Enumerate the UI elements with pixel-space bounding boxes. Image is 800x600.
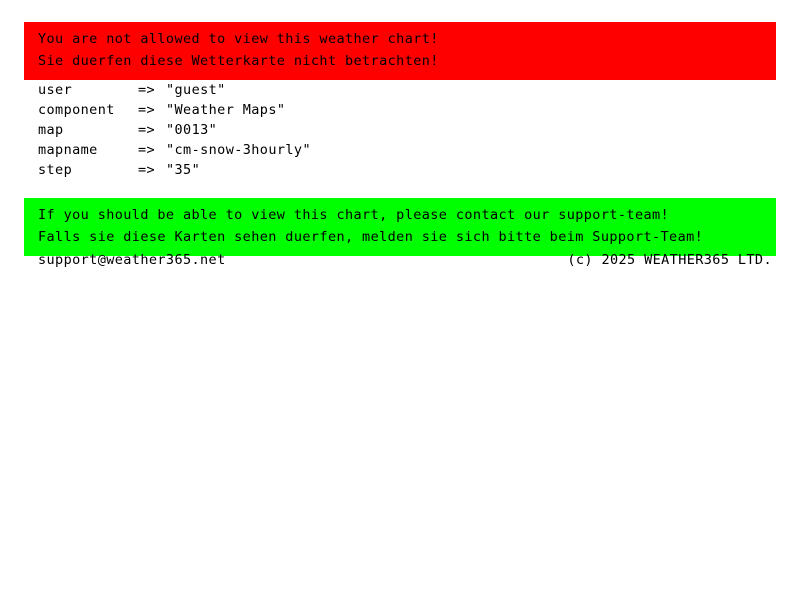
param-key: component [38,102,115,118]
param-arrow: => [138,142,156,158]
param-key: user [38,82,73,98]
copyright-text: (c) 2025 WEATHER365 LTD. [567,252,772,268]
param-row [38,100,311,120]
param-arrow: => [138,102,156,118]
error-banner-line-en: You are not allowed to view this weather chart! [38,31,439,47]
error-banner [24,22,776,80]
param-value: "cm-snow-3hourly" [166,142,311,158]
param-row [38,80,311,100]
param-key: map [38,122,64,138]
support-banner-line-de: Falls sie diese Karten sehen duerfen, melden sie sich bitte beim Support-Team! [38,229,704,245]
param-value: "guest" [166,82,226,98]
param-key: mapname [38,142,98,158]
request-parameters [38,80,311,180]
param-arrow: => [138,122,156,138]
support-email-link[interactable]: support@weather365.net [38,252,226,268]
param-value: "0013" [166,122,218,138]
param-key: step [38,162,73,178]
support-banner [24,198,776,256]
param-row [38,120,311,140]
param-arrow: => [138,162,156,178]
param-row [38,160,311,180]
param-value: "35" [166,162,201,178]
param-value: "Weather Maps" [166,102,286,118]
param-row [38,140,311,160]
support-banner-line-en: If you should be able to view this chart, please contact our support-team! [38,207,670,223]
footer [38,250,772,270]
error-banner-line-de: Sie duerfen diese Wetterkarte nicht betrachten! [38,53,439,69]
param-arrow: => [138,82,156,98]
